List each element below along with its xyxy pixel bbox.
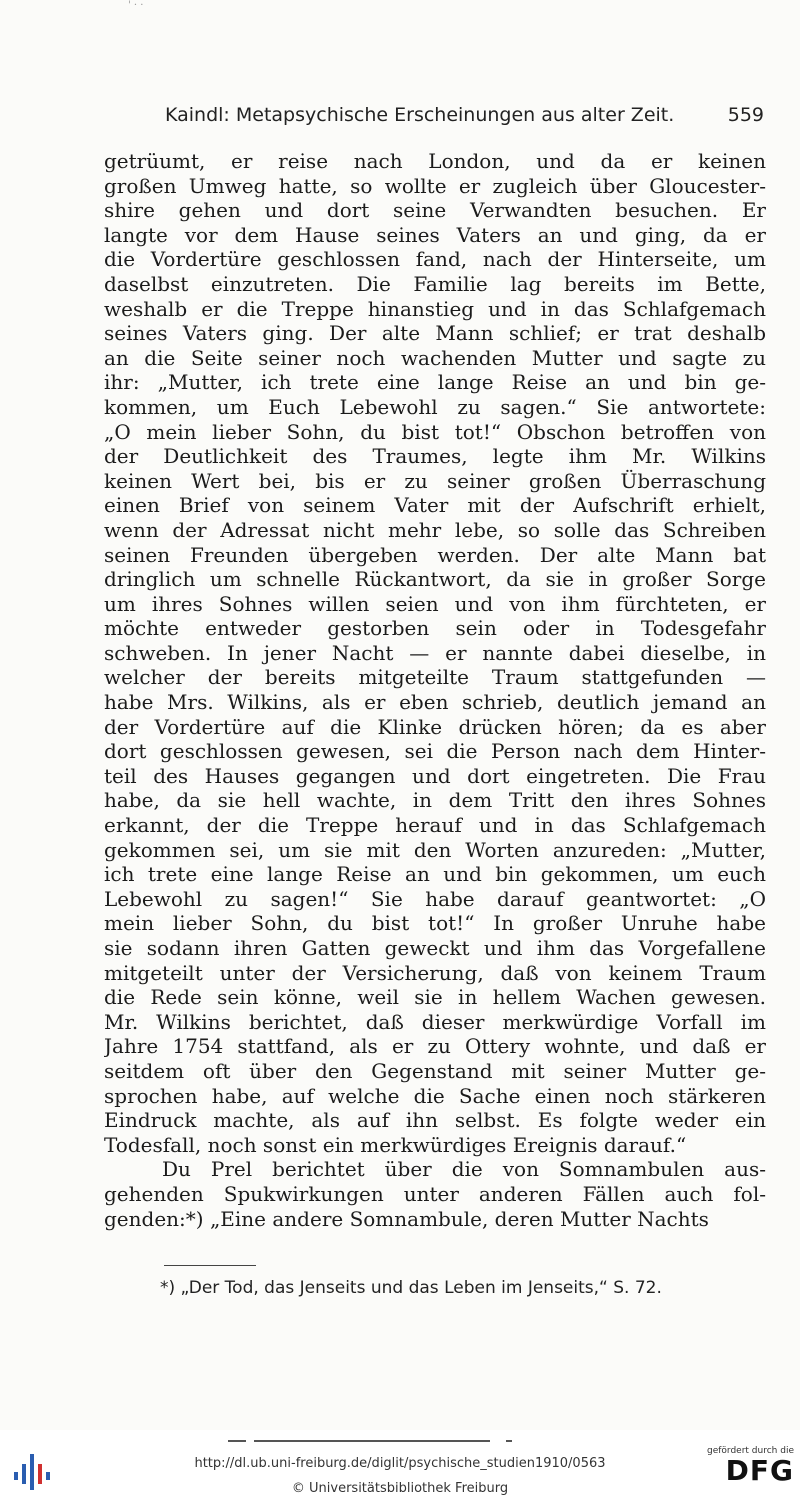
text-line: mitgeteilt unter der Versicherung, daß von keinem Traum (104, 960, 766, 985)
text-line: einen Brief von seinem Vater mit der Aufschrift erhielt, (104, 493, 766, 518)
page-number: 559 (727, 104, 764, 126)
text-line: schweben. In jener Nacht — er nannte dabei dieselbe, in (104, 640, 766, 665)
text-line: um ihres Sohnes willen seien und von ihm fürchteten, er (104, 591, 766, 616)
text-line: gekommen sei, um sie mit den Worten anzureden: „Mutter, (104, 837, 766, 862)
text-line: gehenden Spukwirkungen unter anderen Fällen auch fol- (104, 1181, 766, 1206)
text-line: Eindruck machte, als auf ihn selbst. Es folgte weder ein (104, 1108, 766, 1133)
text-line: welcher der bereits mitgeteilte Traum stattgefunden — (104, 665, 766, 690)
text-line: Todesfall, noch sonst ein merkwürdiges Ereignis darauf.“ (104, 1132, 687, 1157)
scan-line-mark (228, 1440, 246, 1442)
footnote-rule (164, 1265, 256, 1266)
text-line: teil des Hauses gegangen und dort eingetreten. Die Frau (104, 763, 766, 788)
text-line: ihr: „Mutter, ich trete eine lange Reise an und bin ge- (104, 370, 766, 395)
text-line: Du Prel berichtet über die von Somnambulen aus- (162, 1157, 766, 1182)
funder-logo-text: DFG (725, 1454, 794, 1487)
body-text (104, 149, 766, 1231)
running-header (105, 104, 764, 134)
text-line: kommen, um Euch Lebewohl zu sagen.“ Sie antwortete: (104, 394, 766, 419)
text-line: dort geschlossen gewesen, sei die Person nach dem Hinter- (104, 739, 766, 764)
text-line: die Vordertüre geschlossen fand, nach der Hinterseite, um (104, 247, 766, 272)
text-line: keinen Wert bei, bis er zu seiner großen Überraschung (104, 468, 766, 493)
text-line: shire gehen und dort seine Verwandten besuchen. Er (104, 198, 766, 223)
text-line: habe, da sie hell wachte, in dem Tritt den ihres Sohnes (104, 788, 766, 813)
text-line: „O mein lieber Sohn, du bist tot!“ Obschon betroffen von (104, 419, 766, 444)
text-line: seinen Freunden übergeben werden. Der alte Mann bat (104, 542, 766, 567)
scan-marks: ' · · (128, 0, 144, 11)
text-line: mein lieber Sohn, du bist tot!“ In großer Unruhe habe (104, 911, 766, 936)
text-line: Mr. Wilkins berichtet, daß dieser merkwürdige Vorfall im (104, 1009, 766, 1034)
text-line: wenn der Adressat nicht mehr lebe, so solle das Schreiben (104, 517, 766, 542)
text-line: der Vordertüre auf die Klinke drücken hören; da es aber (104, 714, 766, 739)
scan-line-mark (506, 1440, 512, 1442)
text-line: weshalb er die Treppe hinanstieg und in das Schlafgemach (104, 296, 766, 321)
funder-caption: gefördert durch die (707, 1446, 794, 1456)
text-line: Lebewohl zu sagen!“ Sie habe darauf geantwortet: „O (104, 886, 766, 911)
source-url-link[interactable]: http://dl.ub.uni-freiburg.de/diglit/psychische_studien1910/0563 (194, 1456, 606, 1471)
text-line: habe Mrs. Wilkins, als er eben schrieb, deutlich jemand an (104, 690, 766, 715)
text-line: seines Vaters ging. Der alte Mann schlief; er trat deshalb (104, 321, 766, 346)
text-line: an die Seite seiner noch wachenden Mutter und sagte zu (104, 345, 766, 370)
text-line: möchte entweder gestorben sein oder in Todesgefahr (104, 616, 766, 641)
running-title: Kaindl: Metapsychische Erscheinungen aus alter Zeit. (165, 104, 675, 126)
text-line: getrüumt, er reise nach London, und da er keinen (104, 149, 766, 173)
text-line: die Rede sein könne, weil sie in hellem Wachen gewesen. (104, 985, 766, 1010)
text-line: langte vor dem Hause seines Vaters an und ging, da er (104, 222, 766, 247)
text-line: daselbst einzutreten. Die Familie lag bereits im Bette, (104, 271, 766, 296)
text-line: sie sodann ihren Gatten geweckt und ihm das Vorgefallene (104, 936, 766, 960)
text-line: sprochen habe, auf welche die Sache einen noch stärkeren (104, 1083, 766, 1108)
text-line: der Deutlichkeit des Traumes, legte ihm Mr. Wilkins (104, 444, 766, 469)
footnote: *) „Der Tod, das Jenseits und das Leben im Jenseits,“ S. 72. (160, 1278, 662, 1298)
copyright-notice: © Universitätsbibliothek Freiburg (291, 1481, 509, 1496)
text-line: großen Umweg hatte, so wollte er zugleich über Gloucester- (104, 173, 766, 198)
scan-line-mark (254, 1440, 490, 1442)
text-line: ich trete eine lange Reise an und bin gekommen, um euch (104, 862, 766, 887)
text-line: erkannt, der die Treppe herauf und in das Schlafgemach (104, 813, 766, 838)
text-line: genden:*) „Eine andere Somnambule, deren Mutter Nachts (104, 1206, 709, 1231)
text-line: Jahre 1754 stattfand, als er zu Ottery wohnte, und daß er (104, 1034, 766, 1059)
text-line: seitdem oft über den Gegenstand mit seiner Mutter ge- (104, 1058, 766, 1083)
dfg-logo-icon[interactable] (704, 1446, 794, 1498)
text-line: dringlich um schnelle Rückantwort, da sie in großer Sorge (104, 567, 766, 592)
